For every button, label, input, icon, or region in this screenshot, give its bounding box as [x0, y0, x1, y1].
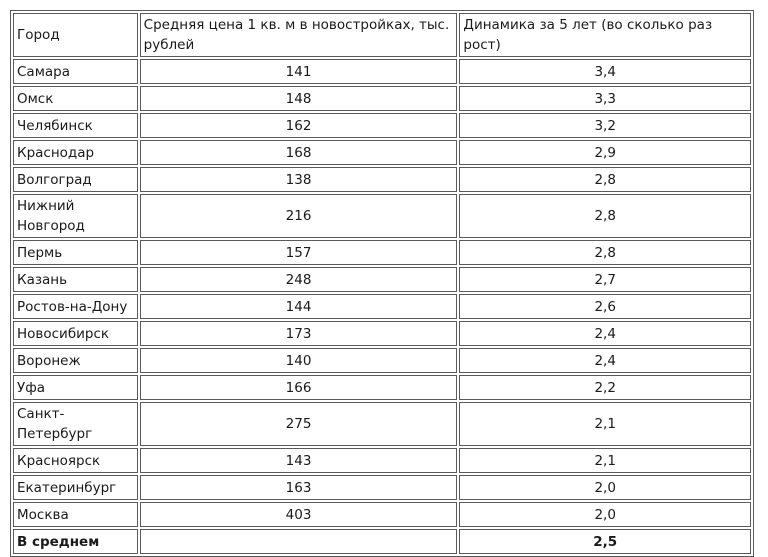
cell-city: Уфа — [13, 375, 138, 400]
header-city: Город — [13, 13, 138, 57]
cell-city: Волгоград — [13, 167, 138, 192]
average-label: В среднем — [13, 529, 138, 554]
cell-price: 148 — [140, 86, 458, 111]
cell-city: Омск — [13, 86, 138, 111]
cell-growth: 2,1 — [459, 402, 751, 446]
average-price — [140, 529, 458, 554]
cell-price: 162 — [140, 113, 458, 138]
cell-price: 141 — [140, 59, 458, 84]
cell-growth: 2,4 — [459, 321, 751, 346]
cell-growth: 2,2 — [459, 375, 751, 400]
cell-city: Краснодар — [13, 140, 138, 165]
table-row — [13, 294, 751, 319]
cell-price: 157 — [140, 240, 458, 265]
table-row — [13, 475, 751, 500]
cell-city: Санкт-Петербург — [13, 402, 138, 446]
cell-price: 403 — [140, 502, 458, 527]
average-row — [13, 529, 751, 554]
table-row — [13, 113, 751, 138]
cell-growth: 2,8 — [459, 240, 751, 265]
cell-growth: 3,2 — [459, 113, 751, 138]
table-row — [13, 194, 751, 238]
cell-growth: 2,7 — [459, 267, 751, 292]
cell-price: 144 — [140, 294, 458, 319]
cell-growth: 2,0 — [459, 475, 751, 500]
cell-city: Новосибирск — [13, 321, 138, 346]
header-price: Средняя цена 1 кв. м в новостройках, тыс. рублей — [140, 13, 458, 57]
table-row — [13, 321, 751, 346]
cell-city: Воронеж — [13, 348, 138, 373]
table-row — [13, 267, 751, 292]
cell-city: Челябинск — [13, 113, 138, 138]
table-header-row — [13, 13, 751, 57]
cell-price: 138 — [140, 167, 458, 192]
table-row — [13, 448, 751, 473]
cell-price: 216 — [140, 194, 458, 238]
table-row — [13, 140, 751, 165]
average-growth: 2,5 — [459, 529, 751, 554]
table-row — [13, 240, 751, 265]
price-table-container — [10, 10, 754, 550]
cell-growth: 2,1 — [459, 448, 751, 473]
cell-growth: 3,3 — [459, 86, 751, 111]
cell-price: 166 — [140, 375, 458, 400]
cell-city: Нижний Новгород — [13, 194, 138, 238]
cell-growth: 2,8 — [459, 194, 751, 238]
header-growth: Динамика за 5 лет (во сколько раз рост) — [459, 13, 751, 57]
cell-growth: 2,8 — [459, 167, 751, 192]
cell-city: Красноярск — [13, 448, 138, 473]
cell-city: Ростов-на-Дону — [13, 294, 138, 319]
cell-price: 275 — [140, 402, 458, 446]
cell-city: Москва — [13, 502, 138, 527]
cell-city: Самара — [13, 59, 138, 84]
cell-growth: 2,0 — [459, 502, 751, 527]
cell-price: 248 — [140, 267, 458, 292]
cell-price: 173 — [140, 321, 458, 346]
table-row — [13, 375, 751, 400]
table-row — [13, 59, 751, 84]
cell-price: 140 — [140, 348, 458, 373]
table-row — [13, 502, 751, 527]
cell-price: 168 — [140, 140, 458, 165]
cell-growth: 2,6 — [459, 294, 751, 319]
cell-growth: 3,4 — [459, 59, 751, 84]
cell-growth: 2,4 — [459, 348, 751, 373]
cell-city: Пермь — [13, 240, 138, 265]
table-row — [13, 86, 751, 111]
table-row — [13, 167, 751, 192]
cell-price: 143 — [140, 448, 458, 473]
cell-city: Екатеринбург — [13, 475, 138, 500]
table-row — [13, 348, 751, 373]
table-row — [13, 402, 751, 446]
cell-price: 163 — [140, 475, 458, 500]
table-body — [13, 59, 751, 554]
cell-city: Казань — [13, 267, 138, 292]
cell-growth: 2,9 — [459, 140, 751, 165]
price-table — [10, 10, 754, 557]
